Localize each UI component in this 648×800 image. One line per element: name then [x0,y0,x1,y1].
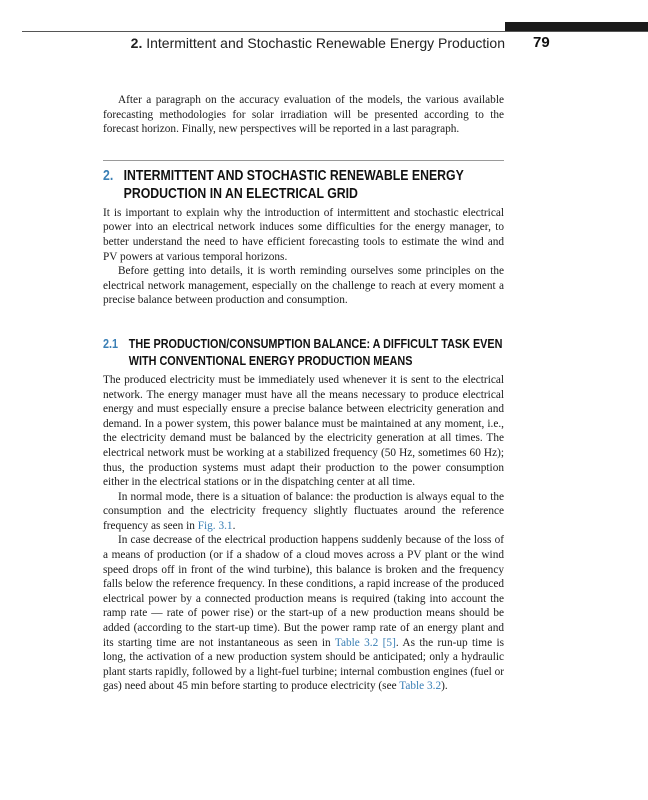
page-body [103,93,504,694]
paragraph-text: . [232,519,236,532]
section-heading [103,167,503,203]
page-number: 79 [533,34,550,51]
section-divider [103,160,504,161]
table-link[interactable]: Table 3.2 [399,680,442,693]
paragraph-text: In normal mode, there is a situation of balance: the production is always equal to the consumption and the electricity frequency slightly fluctuates around the reference frequency as seen in [103,490,504,532]
section-paragraph: Before getting into details, it is worth reminding ourselves some principles on the electrical network management, especially on the challenge to reach at every moment a precise balance between production and consumption. [103,265,504,307]
subsection-number: 2.1 [103,336,119,351]
section-number: 2. [103,167,114,184]
table-link[interactable]: Table 3.2 [334,636,379,649]
paragraph-text: ). [441,680,448,693]
subsection-heading [103,336,503,370]
section-title: INTERMITTENT AND STOCHASTIC RENEWABLE ENERGY PRODUCTION IN AN ELECTRICAL GRID [123,167,464,202]
running-head-title: Intermittent and Stochastic Renewable Energy Production [146,35,505,51]
section-paragraph: It is important to explain why the introduction of intermittent and stochastic electrical power into an electrical network induces some difficulties for the energy manager, to better understand the need to have efficient forecasting tools to estimate the wind and PV powers at various temporal horizons. [103,206,504,263]
subsection-paragraph [103,533,504,694]
running-head [0,35,505,51]
header-rule [22,31,648,32]
subsection-title: THE PRODUCTION/CONSUMPTION BALANCE: A DIFFICULT TASK EVEN WITH CONVENTIONAL ENERGY PRODUCTION MEANS [128,336,503,368]
intro-paragraph: After a paragraph on the accuracy evaluation of the models, the various available forecasting methodologies for solar irradiation will be presented according to the forecast horizon. Finally, new perspectives will be reported in a last paragraph. [103,94,504,136]
running-head-number: 2. [130,35,143,51]
subsection-paragraph: The produced electricity must be immediately used whenever it is sent to the electrical network. The energy manager must have all the means necessary to produce electrical energy and must especially ensure a precise balance between electricity generation and demand. In a power system, this power balance must be maintained at any moment, i.e., the electricity demand must be balanced by the electricity generation at all times. The electrical network must be working at a stabilized frequency (50 Hz, sometimes 60 Hz); thus, the production systems must adapt their production to the power consumption either in the electrical stations or in the dispatching center at all time. [103,373,504,489]
paragraph-text: . As the run-up time is long, the activation of a new production system should be anticipated; only a hydraulic plant starts rapidly, followed by a light-fuel turbine; internal combustion engines (fuel or gas) need about 45 min before starting to produce electricity (see [103,636,505,693]
header-black-bar [505,22,648,31]
reference-link[interactable]: [5] [382,636,396,649]
paragraph-text: In case decrease of the electrical production happens suddenly because of the loss of a means of production (or if a shadow of a cloud moves across a PV plant or the wind speed drops off in front of the wind turbine), this balance is broken and the frequency falls below the reference frequency. In these conditions, a rapid increase of the produced electrical power by a connected production means is required (taking into account the ramp rate — rate of power rise) or the start-up of a new production means should be added (according to the start-up time). But the power ramp rate of an energy plant and its starting time are not instantaneous as seen in [103,534,504,649]
figure-link[interactable]: Fig. 3.1 [197,519,233,532]
subsection-paragraph [103,490,504,534]
